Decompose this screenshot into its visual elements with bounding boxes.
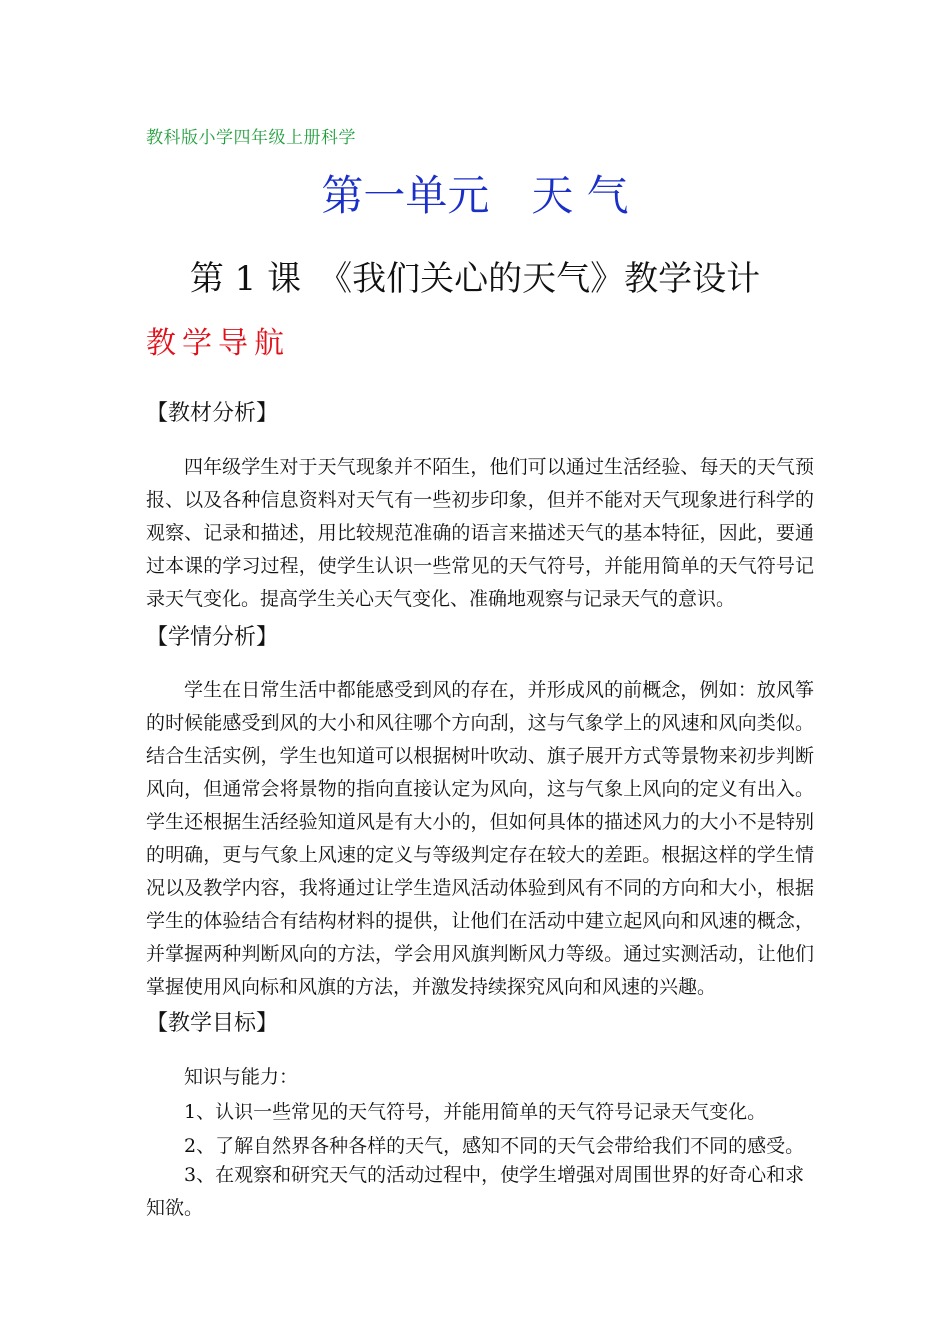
teaching-goals-heading: 【教学目标】: [146, 1011, 279, 1036]
student-analysis-text: 学生在日常生活中都能感受到风的存在，并形成风的前概念，例如：放风筝的时候能感受到风的大小和风往哪个方向刮，这与气象学上的风速和风向类似。结合生活实例，学生也知道可以根据树叶吹动、旗子展开方式等景物来初步判断风向，但通常会将景物的指向直接认定为风向，这与气象上风向的定义有出入。学生还根据生活经验知道风是有大小的，但如何具体的描述风力的大小不是特别的明确，更与气象上风速的定义与等级判定存在较大的差距。根据这样的学生情况以及教学内容，我将通过让学生造风活动体验到风有不同的方向和大小，根据学生的体验结合有结构材料的提供，让他们在活动中建立起风向和风速的概念，并掌握两种判断风向的方法，学会用风旗判断风力等级。通过实测活动，让他们掌握使用风向标和风旗的方法，并激发持续探究风向和风速的兴趣。: [146, 679, 814, 998]
material-analysis-heading: 【教材分析】: [146, 401, 279, 426]
student-analysis-heading: 【学情分析】: [146, 625, 279, 650]
goal-item: 2、了解自然界各种各样的天气，感知不同的天气会带给我们不同的感受。: [184, 1135, 805, 1157]
goals-subheading: 知识与能力：: [184, 1066, 299, 1088]
unit-title: 第一单元 天 气: [321, 171, 629, 220]
teaching-navigation-heading: 教学导航: [146, 326, 290, 361]
goal-item: 1、认识一些常见的天气符号，并能用简单的天气符号记录天气变化。: [184, 1101, 767, 1123]
goal-item: 3、在观察和研究天气的活动过程中，使学生增强对周围世界的好奇心和求知欲。: [146, 1164, 805, 1219]
series-label: 教科版小学四年级上册科学: [146, 128, 356, 148]
lesson-title: 第 1 课 《我们关心的天气》教学设计: [189, 259, 761, 299]
material-analysis-text: 四年级学生对于天气现象并不陌生，他们可以通过生活经验、每天的天气预报、以及各种信息资料对天气有一些初步印象，但并不能对天气现象进行科学的观察、记录和描述，用比较规范准确的语言来描述天气的基本特征，因此，要通过本课的学习过程，使学生认识一些常见的天气符号，并能用简单的天气符号记录天气变化。提高学生关心天气变化、准确地观察与记录天气的意识。: [146, 456, 814, 610]
